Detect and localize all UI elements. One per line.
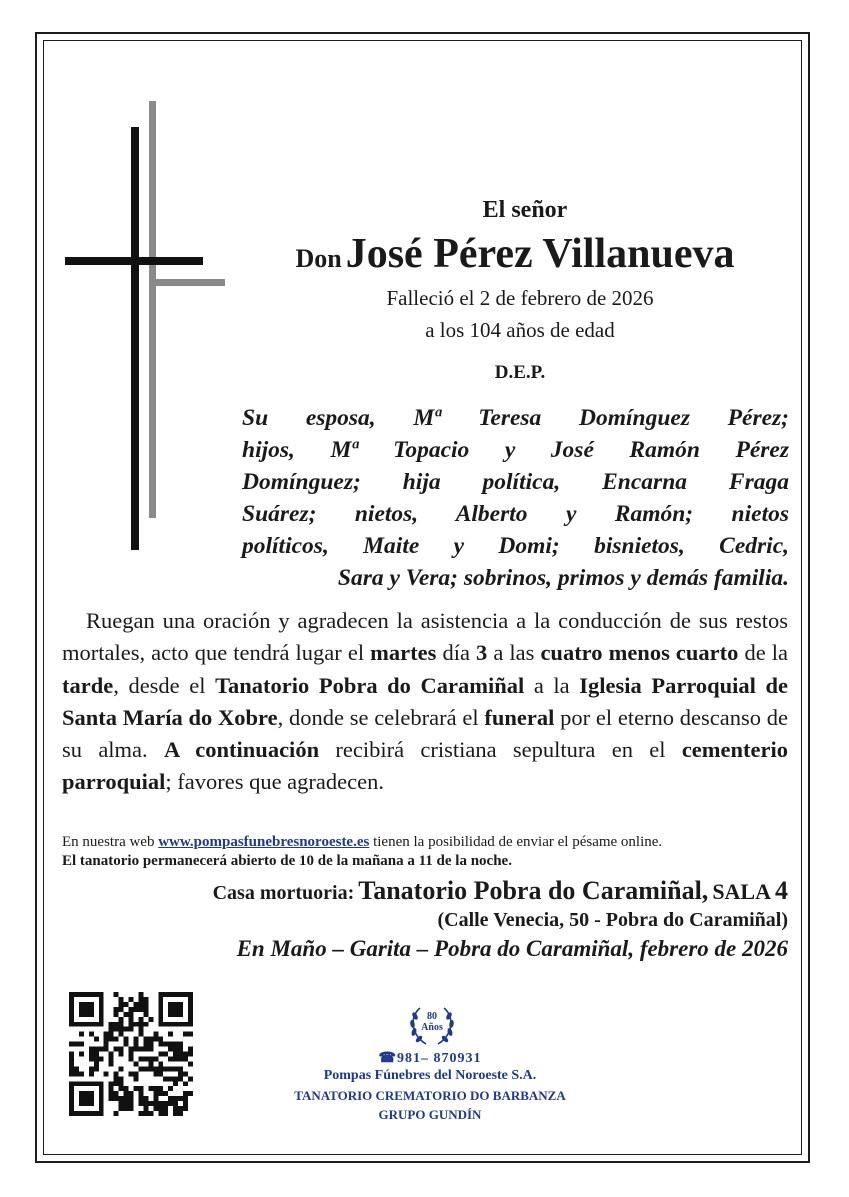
inner-frame xyxy=(43,40,802,1155)
group-name: GRUPO GUNDÍN xyxy=(378,1107,482,1122)
paragraph-text: a las xyxy=(487,640,541,666)
room-label: SALA xyxy=(712,879,771,904)
funeral-home-name: Tanatorio Pobra do Caramiñal, xyxy=(358,876,709,905)
bold-day: martes xyxy=(370,640,437,666)
ceremony-paragraph xyxy=(62,605,788,799)
deceased-name-line xyxy=(240,230,790,278)
deceased-name: José Pérez Villanueva xyxy=(345,231,735,277)
anniversary-badge xyxy=(404,1011,460,1033)
family-line: Domínguez; hija política, Encarna Fraga xyxy=(242,469,789,495)
funeral-home-address: (Calle Venecia, 50 - Pobra do Caramiñal) xyxy=(437,909,788,931)
company-name: Pompas Fúnebres del Noroeste S.A. xyxy=(323,1068,537,1083)
web-notice-text: En nuestra web xyxy=(62,834,159,850)
bold-cemetery: cementerio parroquial xyxy=(62,737,788,795)
family-line: Suárez; nietos, Alberto y Ramón; nietos xyxy=(242,501,789,527)
family-line: hijos, Mª Topacio y José Ramón Pérez xyxy=(242,437,789,463)
phone-number: ☎981– 870931 xyxy=(378,1051,482,1066)
badge-number: 80 xyxy=(427,1011,437,1022)
family-line: Sara y Vera; sobrinos, primos y demás familia. xyxy=(337,565,789,591)
death-date: Falleció el 2 de febrero de 2026 xyxy=(386,286,654,310)
badge-word: Años xyxy=(421,1022,443,1033)
paragraph-text: de la xyxy=(738,640,788,666)
paragraph-text: ; favores que agradecen. xyxy=(165,769,384,795)
age-at-death: a los 104 años de edad xyxy=(425,318,615,342)
funeral-home-label: Casa mortuoria: xyxy=(212,882,355,904)
room-number: 4 xyxy=(775,876,788,905)
paragraph-text: , donde se celebrará el xyxy=(277,704,485,730)
family-list xyxy=(242,402,789,594)
paragraph-text: , desde el xyxy=(113,672,216,698)
paragraph-text: a la xyxy=(524,672,580,698)
family-line: políticos, Maite y Domi; bisnietos, Cedric, xyxy=(242,533,789,559)
bold-afternoon: tarde xyxy=(62,672,114,698)
bold-time: cuatro menos cuarto xyxy=(540,640,739,666)
funeral-home-line xyxy=(100,876,788,906)
honorific-title: El señor xyxy=(482,197,568,223)
website-link[interactable]: www.pompasfunebresnoroeste.es xyxy=(158,834,370,850)
name-prefix: Don xyxy=(295,244,342,273)
paragraph-text: Ruegan una oración y agradecen la asistencia a la conducción de sus restos mortales, acto que tendrá lugar el xyxy=(62,608,788,666)
paragraph-text: día xyxy=(436,640,476,666)
paragraph-text: por el eterno descanso de su alma. xyxy=(62,704,789,763)
cross-gray-vertical xyxy=(149,101,156,518)
cross-gray-horizontal xyxy=(149,279,225,286)
opening-hours: El tanatorio permanecerá abierto de 10 de la mañana a 11 de la noche. xyxy=(62,853,512,869)
web-notice xyxy=(62,834,790,851)
bold-church: Iglesia Parroquial de Santa María do Xobre xyxy=(62,672,789,730)
paragraph-text: recibirá cristiana sepultura en el xyxy=(319,737,682,763)
dep-label: D.E.P. xyxy=(494,362,546,383)
signoff-line: En Maño – Garita – Pobra do Caramiñal, febrero de 2026 xyxy=(236,936,788,961)
bold-continuation: A continuación xyxy=(163,737,320,763)
bold-date: 3 xyxy=(476,640,488,666)
cross-black-horizontal xyxy=(65,257,203,265)
cross-black-vertical xyxy=(131,127,139,550)
bold-tanatorio: Tanatorio Pobra do Caramiñal xyxy=(215,672,525,698)
bold-funeral: funeral xyxy=(484,704,555,730)
family-line: Su esposa, Mª Teresa Domínguez Pérez; xyxy=(242,405,789,431)
web-notice-text: tienen la posibilidad de enviar el pésame online. xyxy=(369,834,663,850)
crematorium-name: TANATORIO CREMATORIO DO BARBANZA xyxy=(294,1088,566,1103)
qr-code-icon[interactable] xyxy=(69,992,193,1116)
